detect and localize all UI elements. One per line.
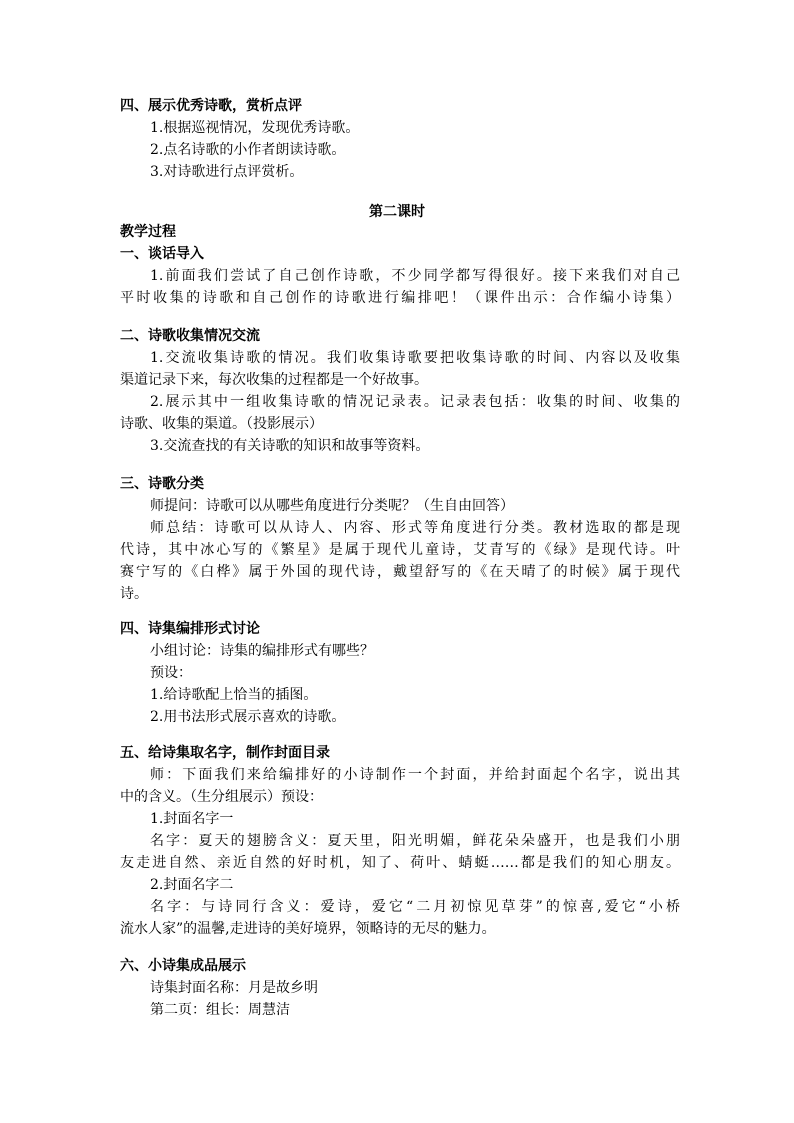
paragraph-line: 名字：夏天的翅膀含义：夏天里，阳光明媚，鲜花朵朵盛开，也是我们小朋 xyxy=(150,833,680,849)
paragraph-line: 3.对诗歌进行点评赏析。 xyxy=(150,164,304,180)
paragraph-line: 2.点名诗歌的小作者朗读诗歌。 xyxy=(150,142,346,158)
paragraph-line: 预设： xyxy=(150,665,192,681)
lesson-title: 第二课时 xyxy=(369,204,425,220)
paragraph-line: 师提问：诗歌可以从哪些角度进行分类呢？（生自由回答） xyxy=(150,498,514,514)
paragraph-line: 友走进自然、亲近自然的好时机，知了、荷叶、蜻蜓……都是我们的知心朋友。 xyxy=(120,855,680,871)
section-heading: 六、小诗集成品展示 xyxy=(120,958,246,974)
paragraph-line: 3.交流查找的有关诗歌的知识和故事等资料。 xyxy=(150,438,430,454)
paragraph-line: 2.用书法形式展示喜欢的诗歌。 xyxy=(150,709,346,725)
paragraph-line: 小组讨论：诗集的编排形式有哪些？ xyxy=(150,643,374,659)
paragraph-line: 平时收集的诗歌和自己创作的诗歌进行编排吧！（课件出示：合作编小诗集） xyxy=(120,290,680,306)
paragraph-line: 代诗，其中冰心写的《繁星》是属于现代儿童诗，艾青写的《绿》是现代诗。叶 xyxy=(120,542,680,558)
paragraph-line: 渠道记录下来，每次收集的过程都是一个好故事。 xyxy=(120,372,428,388)
paragraph-line: 1.给诗歌配上恰当的插图。 xyxy=(150,687,318,703)
paragraph-line: 诗。 xyxy=(120,586,148,602)
paragraph-line: 流水人家”的温馨,走进诗的美好境界，领略诗的无尽的魅力。 xyxy=(120,921,496,937)
paragraph-line: 师：下面我们来给编排好的小诗制作一个封面，并给封面起个名字，说出其 xyxy=(150,767,680,783)
paragraph-line: 2.封面名字二 xyxy=(150,877,234,893)
paragraph-line: 赛宁写的《白桦》属于外国的现代诗，戴望舒写的《在天晴了的时候》属于现代 xyxy=(120,564,680,580)
section-heading: 四、展示优秀诗歌，赏析点评 xyxy=(120,98,302,114)
paragraph-line: 2.展示其中一组收集诗歌的情况记录表。记录表包括：收集的时间、收集的 xyxy=(150,394,680,410)
process-label: 教学过程 xyxy=(120,224,176,240)
paragraph-line: 诗歌、收集的渠道。（投影展示） xyxy=(120,416,323,432)
paragraph-line: 第二页：组长：周慧洁 xyxy=(150,1002,290,1018)
paragraph-line: 1.交流收集诗歌的情况。我们收集诗歌要把收集诗歌的时间、内容以及收集 xyxy=(150,350,680,366)
paragraph-line: 中的含义。（生分组展示）预设： xyxy=(120,789,323,805)
paragraph-line: 诗集封面名称：月是故乡明 xyxy=(150,980,318,996)
paragraph-line: 1.根据巡视情况，发现优秀诗歌。 xyxy=(150,120,360,136)
section-heading: 三、诗歌分类 xyxy=(120,476,204,492)
paragraph-line: 名字：与诗同行含义：爱诗，爱它“二月初惊见草芽”的惊喜,爱它“小桥 xyxy=(150,899,680,915)
paragraph-line: 师总结：诗歌可以从诗人、内容、形式等角度进行分类。教材选取的都是现 xyxy=(150,520,680,536)
section-heading: 一、谈话导入 xyxy=(120,246,204,262)
section-heading: 四、诗集编排形式讨论 xyxy=(120,621,260,637)
section-heading: 五、给诗集取名字，制作封面目录 xyxy=(120,745,330,761)
paragraph-line: 1.前面我们尝试了自己创作诗歌，不少同学都写得很好。接下来我们对自己 xyxy=(150,268,680,284)
section-heading: 二、诗歌收集情况交流 xyxy=(120,328,260,344)
paragraph-line: 1.封面名字一 xyxy=(150,811,234,827)
